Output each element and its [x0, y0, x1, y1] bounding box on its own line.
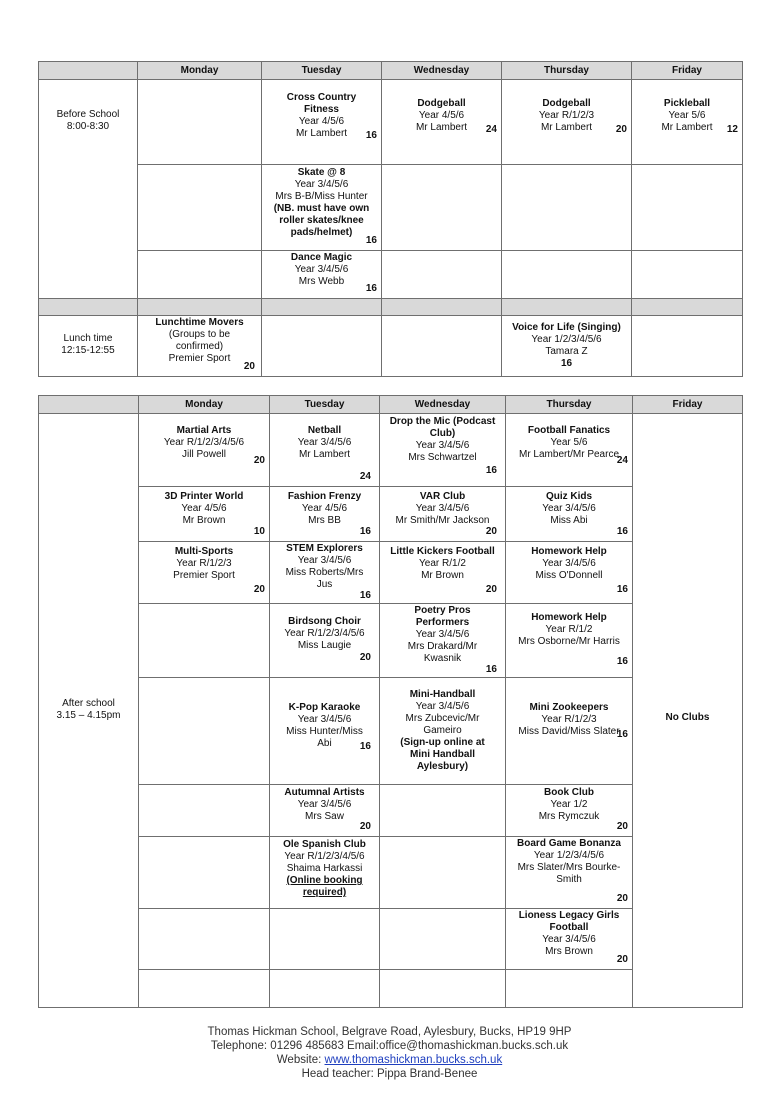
cell-empty [139, 909, 270, 970]
club-mini-handball: Mini-Handball Year 3/4/5/6 Mrs Zubcevic/Mr Gameiro (Sign-up online at Mini Handball Aylesbury) [380, 678, 506, 785]
table-row [39, 251, 743, 299]
separator-row [39, 299, 743, 316]
header-friday: Friday [633, 396, 743, 414]
cell-empty [382, 251, 502, 299]
club-lunchtime-movers: Lunchtime Movers (Groups to be confirmed) Premier Sport 20 [138, 316, 262, 377]
club-dodgeball-thu: Dodgeball Year R/1/2/3 Mr Lambert 20 [502, 80, 632, 165]
cell-empty [632, 316, 743, 377]
club-homework-help-ks1: Homework Help Year R/1/2 Mrs Osborne/Mr Harris 16 [506, 604, 633, 678]
footer-address: Thomas Hickman School, Belgrave Road, Aylesbury, Bucks, HP19 9HP [207, 1026, 572, 1038]
club-cross-country: Cross Country Fitness Year 4/5/6 Mr Lambert 16 [262, 80, 382, 165]
cell-empty [138, 80, 262, 165]
header-tuesday: Tuesday [270, 396, 380, 414]
header-thursday: Thursday [506, 396, 633, 414]
header-wednesday: Wednesday [382, 62, 502, 80]
footer-contact: Telephone: 01296 485683 Email:office@thomashickman.bucks.sch.uk [210, 1040, 569, 1052]
cell-empty [502, 165, 632, 251]
club-martial-arts: Martial Arts Year R/1/2/3/4/5/6 Jill Powell 20 [139, 414, 270, 487]
header-monday: Monday [139, 396, 270, 414]
cell-empty [502, 251, 632, 299]
cell-empty [380, 909, 506, 970]
club-fashion-frenzy: Fashion Frenzy Year 4/5/6 Mrs BB 16 [270, 487, 380, 542]
cell-empty [138, 251, 262, 299]
header-wednesday: Wednesday [380, 396, 506, 414]
club-voice-for-life: Voice for Life (Singing) Year 1/2/3/4/5/6 Tamara Z 16 [502, 316, 632, 377]
cell-empty [270, 909, 380, 970]
cell-empty [139, 785, 270, 837]
club-birdsong-choir: Birdsong Choir Year R/1/2/3/4/5/6 Miss Laugie 20 [270, 604, 380, 678]
cell-empty [380, 837, 506, 909]
club-quiz-kids: Quiz Kids Year 3/4/5/6 Miss Abi 16 [506, 487, 633, 542]
club-autumnal-artists: Autumnal Artists Year 3/4/5/6 Mrs Saw 20 [270, 785, 380, 837]
club-skate: Skate @ 8 Year 3/4/5/6 Mrs B-B/Miss Hunter (NB. must have own roller skates/knee pads/helmet) 16 [262, 165, 382, 251]
table-row [39, 414, 743, 487]
header-tuesday: Tuesday [262, 62, 382, 80]
cell-empty [506, 970, 633, 1008]
cell-empty [139, 970, 270, 1008]
club-stem-explorers: STEM Explorers Year 3/4/5/6 Miss Roberts/Mrs Jus 16 [270, 542, 380, 604]
after-school-label: After school 3.15 – 4.15pm [39, 414, 139, 1008]
club-ole-spanish: Ole Spanish Club Year R/1/2/3/4/5/6 Shaima Harkassi (Online booking required) [270, 837, 380, 909]
footer-website-line: Website: www.thomashickman.bucks.sch.uk [276, 1054, 503, 1066]
club-dance-magic: Dance Magic Year 3/4/5/6 Mrs Webb 16 [262, 251, 382, 299]
header-row [39, 62, 743, 80]
cell-empty [382, 165, 502, 251]
club-football-fanatics: Football Fanatics Year 5/6 Mr Lambert/Mr Pearce 24 [506, 414, 633, 487]
club-netball: Netball Year 3/4/5/6 Mr Lambert 24 [270, 414, 380, 487]
cell-empty [382, 316, 502, 377]
cell-empty [139, 837, 270, 909]
header-friday: Friday [632, 62, 743, 80]
header-monday: Monday [138, 62, 262, 80]
friday-no-clubs: No Clubs [633, 414, 743, 1008]
club-poetry-pros: Poetry Pros Performers Year 3/4/5/6 Mrs Drakard/Mr Kwasnik 16 [380, 604, 506, 678]
cell-empty [139, 604, 270, 678]
cell-empty [632, 251, 743, 299]
before-school-lunch-timetable [38, 61, 743, 377]
cell-empty [632, 165, 743, 251]
club-multi-sports: Multi-Sports Year R/1/2/3 Premier Sport 20 [139, 542, 270, 604]
club-dodgeball-wed: Dodgeball Year 4/5/6 Mr Lambert 24 [382, 80, 502, 165]
club-lioness-legacy: Lioness Legacy Girls Football Year 3/4/5/6 Mrs Brown 20 [506, 909, 633, 970]
before-school-label: Before School 8:00-8:30 [39, 80, 138, 299]
club-mini-zookeepers: Mini Zookeepers Year R/1/2/3 Miss David/Miss Slater 16 [506, 678, 633, 785]
header-thursday: Thursday [502, 62, 632, 80]
cell-empty [270, 970, 380, 1008]
club-3d-printer: 3D Printer World Year 4/5/6 Mr Brown 10 [139, 487, 270, 542]
lunch-label: Lunch time 12:15-12:55 [39, 316, 138, 377]
cell-empty [380, 785, 506, 837]
club-little-kickers: Little Kickers Football Year R/1/2 Mr Brown 20 [380, 542, 506, 604]
header-blank [39, 62, 138, 80]
website-link[interactable]: www.thomashickman.bucks.sch.uk [324, 1054, 503, 1066]
table-row [39, 316, 743, 377]
cell-empty [262, 316, 382, 377]
header-blank [39, 396, 139, 414]
header-row [39, 396, 743, 414]
cell-empty [138, 165, 262, 251]
table-row [39, 165, 743, 251]
footer-headteacher: Head teacher: Pippa Brand-Benee [301, 1068, 478, 1080]
cell-empty [139, 678, 270, 785]
club-homework-help-ks2: Homework Help Year 3/4/5/6 Miss O'Donnell 16 [506, 542, 633, 604]
club-pickleball: Pickleball Year 5/6 Mr Lambert 12 [632, 80, 743, 165]
club-book-club: Book Club Year 1/2 Mrs Rymczuk 20 [506, 785, 633, 837]
table-row [39, 80, 743, 165]
club-drop-the-mic: Drop the Mic (Podcast Club) Year 3/4/5/6 Mrs Schwartzel 16 [380, 414, 506, 487]
club-kpop-karaoke: K-Pop Karaoke Year 3/4/5/6 Miss Hunter/Miss Abi 16 [270, 678, 380, 785]
club-board-game-bonanza: Board Game Bonanza Year 1/2/3/4/5/6 Mrs Slater/Mrs Bourke- Smith 20 [506, 837, 633, 909]
club-var: VAR Club Year 3/4/5/6 Mr Smith/Mr Jackson 20 [380, 487, 506, 542]
after-school-timetable [38, 395, 743, 1008]
cell-empty [380, 970, 506, 1008]
school-footer [0, 1025, 779, 1081]
